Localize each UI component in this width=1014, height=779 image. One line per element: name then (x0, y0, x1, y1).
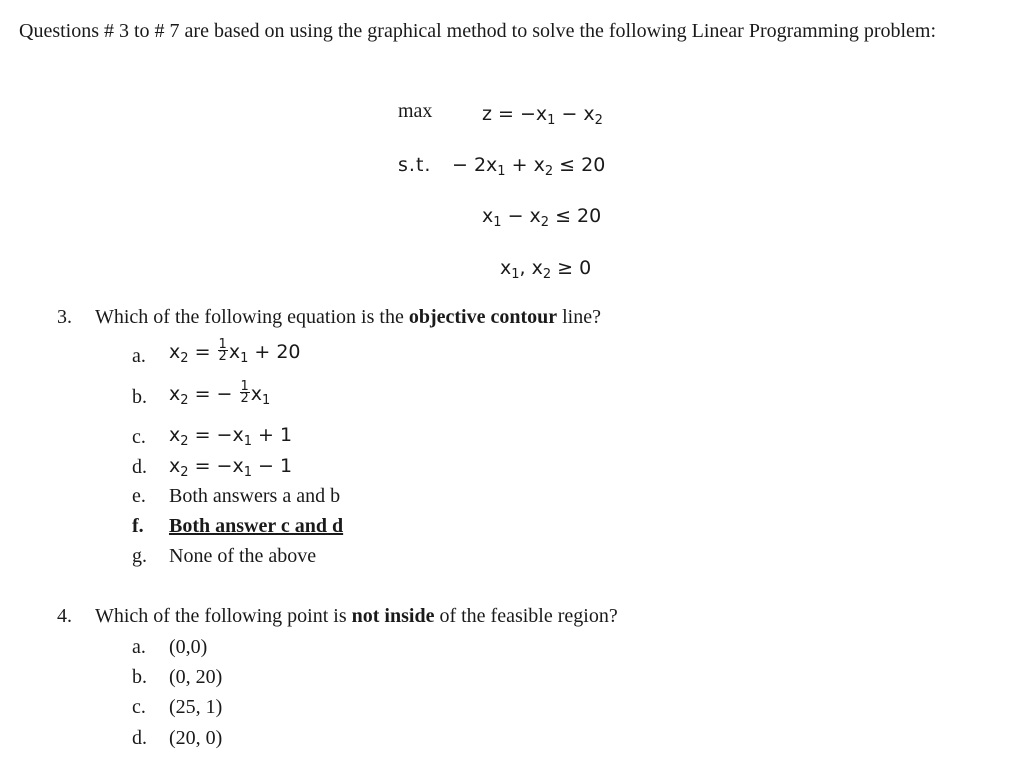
question-number: 3. (57, 306, 72, 328)
option-letter: f. (132, 515, 144, 537)
option-letter: d. (132, 727, 147, 749)
option-c-equation: $x_2 = -x_1 + 1$ (169, 424, 293, 449)
option-d-equation: $x_2 = -x_1 - 1$ (169, 455, 293, 480)
constraint-2: $x_1 - x_2 \le 20$ (482, 205, 602, 230)
option-letter: e. (132, 485, 146, 507)
max-label: max (398, 100, 433, 122)
option-b-equation: $x_2$ = − $\frac{1}{2}$ $x_1$ (169, 379, 271, 408)
option-letter: a. (132, 636, 146, 658)
option-text: (25, 1) (169, 696, 223, 718)
option-text: (0,0) (169, 636, 208, 658)
question-text: Which of the following point is not inside of the feasible region? (95, 605, 618, 627)
st-label: s.t. (398, 154, 432, 176)
constraint-1: − $2x_1 + x_2 \le 20$ (452, 154, 606, 179)
objective-function: $z = -x_1 - x_2$ (482, 103, 603, 128)
option-letter: d. (132, 456, 147, 478)
option-a-equation: $x_2$ = $\frac{1}{2}$ $x_1 + 20$ (169, 337, 301, 366)
option-letter: g. (132, 545, 147, 567)
question-text: Which of the following equation is the objective contour line? (95, 306, 601, 328)
option-letter: b. (132, 666, 147, 688)
option-text: (0, 20) (169, 666, 223, 688)
constraint-nonnegativity: $x_1$, $x_2 \ge 0$ (500, 257, 592, 282)
intro-paragraph: Questions # 3 to # 7 are based on using the graphical method to solve the following Linear Programming problem: (19, 20, 937, 42)
option-letter: c. (132, 426, 146, 448)
option-e-text: Both answers a and b (169, 485, 341, 507)
option-g-text: None of the above (169, 545, 317, 567)
option-letter: c. (132, 696, 146, 718)
question-number: 4. (57, 605, 72, 627)
option-letter: a. (132, 345, 146, 367)
option-text: (20, 0) (169, 727, 223, 749)
option-f-text: Both answer c and d (169, 515, 344, 537)
option-letter: b. (132, 386, 147, 408)
